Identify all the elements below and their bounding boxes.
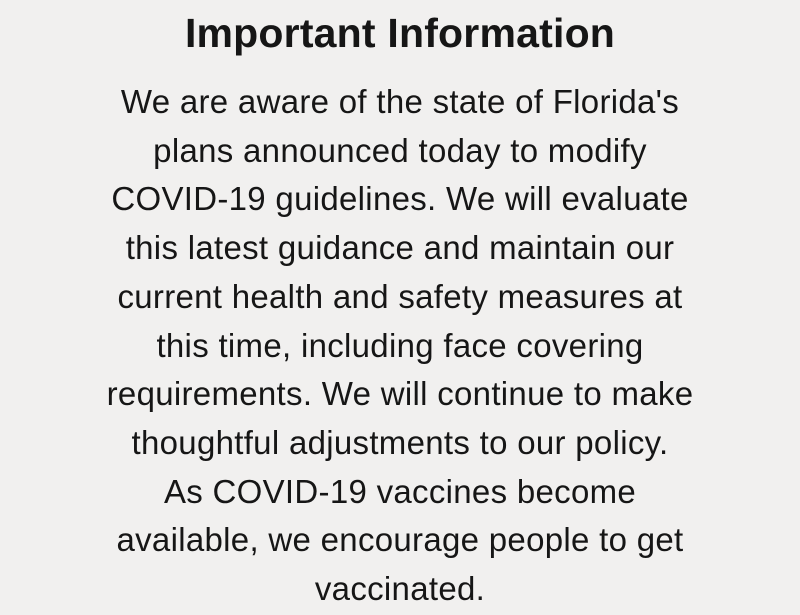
- notice-body-line: thoughtful adjustments to our policy.: [131, 423, 669, 461]
- notice-body-line: available, we encourage people to get: [116, 521, 684, 559]
- notice-body-line: requirements. We will continue to make: [106, 375, 694, 413]
- notice-body-line: current health and safety measures at: [117, 277, 683, 315]
- notice-body-line: We are aware of the state of Florida's: [120, 83, 680, 120]
- notice-body-line: vaccinated.: [314, 570, 486, 608]
- notice-body-line: plans announced today to modify: [153, 131, 647, 169]
- notice-body-line: this time, including face covering: [156, 326, 644, 364]
- notice-body-line: COVID-19 guidelines. We will evaluate: [111, 180, 689, 218]
- notice-body-line: As COVID-19 vaccines become: [163, 472, 637, 510]
- notice-body: [0, 78, 800, 614]
- notice-title: Important Information: [184, 10, 616, 56]
- notice-body-line: this latest guidance and maintain our: [125, 229, 675, 267]
